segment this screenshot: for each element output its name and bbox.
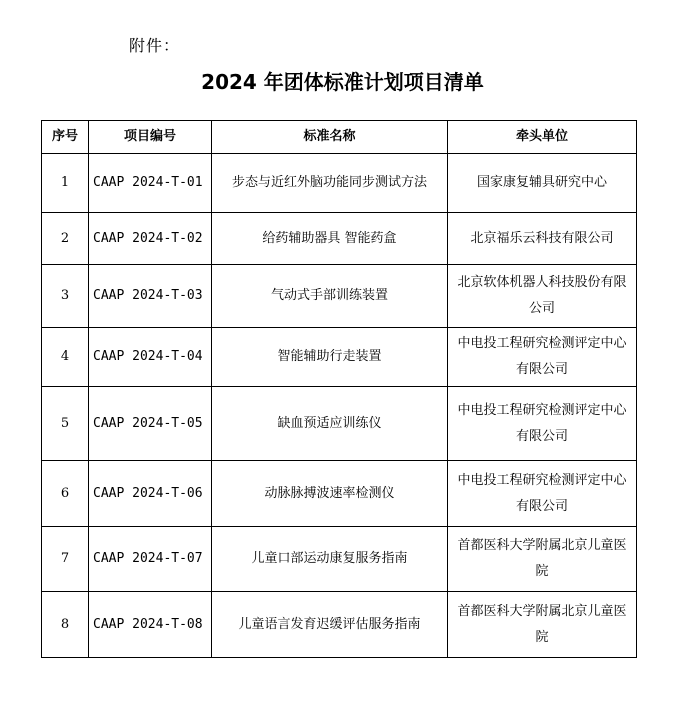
cell-name: 步态与近红外脑功能同步测试方法 [212,154,448,213]
cell-seq: 4 [42,328,89,387]
table-row [42,387,637,461]
standards-plan-table [41,120,637,658]
table-row [42,592,637,658]
cell-code: CAAP 2024-T-06 [89,461,212,527]
cell-unit: 北京软体机器人科技股份有限公司 [448,265,637,328]
cell-name: 儿童口部运动康复服务指南 [212,527,448,592]
cell-seq: 1 [42,154,89,213]
cell-unit: 首都医科大学附属北京儿童医院 [448,527,637,592]
table-header-row [42,121,637,154]
cell-name: 智能辅助行走装置 [212,328,448,387]
cell-seq: 3 [42,265,89,328]
cell-code: CAAP 2024-T-05 [89,387,212,461]
cell-code: CAAP 2024-T-08 [89,592,212,658]
cell-seq: 7 [42,527,89,592]
cell-seq: 8 [42,592,89,658]
cell-name: 动脉脉搏波速率检测仪 [212,461,448,527]
cell-unit: 中电投工程研究检测评定中心有限公司 [448,328,637,387]
header-name: 标准名称 [212,121,448,154]
cell-unit: 国家康复辅具研究中心 [448,154,637,213]
table-row [42,213,637,265]
table-row [42,461,637,527]
table-row [42,265,637,328]
cell-name: 缺血预适应训练仪 [212,387,448,461]
cell-code: CAAP 2024-T-01 [89,154,212,213]
header-code: 项目编号 [89,121,212,154]
cell-unit: 北京福乐云科技有限公司 [448,213,637,265]
cell-seq: 6 [42,461,89,527]
cell-code: CAAP 2024-T-04 [89,328,212,387]
cell-name: 给药辅助器具 智能药盒 [212,213,448,265]
header-seq: 序号 [42,121,89,154]
attachment-label: 附件： [129,36,181,55]
cell-code: CAAP 2024-T-07 [89,527,212,592]
cell-seq: 5 [42,387,89,461]
cell-name: 气动式手部训练装置 [212,265,448,328]
cell-unit: 中电投工程研究检测评定中心有限公司 [448,461,637,527]
header-unit: 牵头单位 [448,121,637,154]
document-title: 2024 年团体标准计划项目清单 [201,70,484,94]
table-row [42,154,637,213]
table-row [42,527,637,592]
table-row [42,328,637,387]
cell-seq: 2 [42,213,89,265]
cell-code: CAAP 2024-T-02 [89,213,212,265]
cell-unit: 首都医科大学附属北京儿童医院 [448,592,637,658]
cell-unit: 中电投工程研究检测评定中心有限公司 [448,387,637,461]
cell-name: 儿童语言发育迟缓评估服务指南 [212,592,448,658]
cell-code: CAAP 2024-T-03 [89,265,212,328]
